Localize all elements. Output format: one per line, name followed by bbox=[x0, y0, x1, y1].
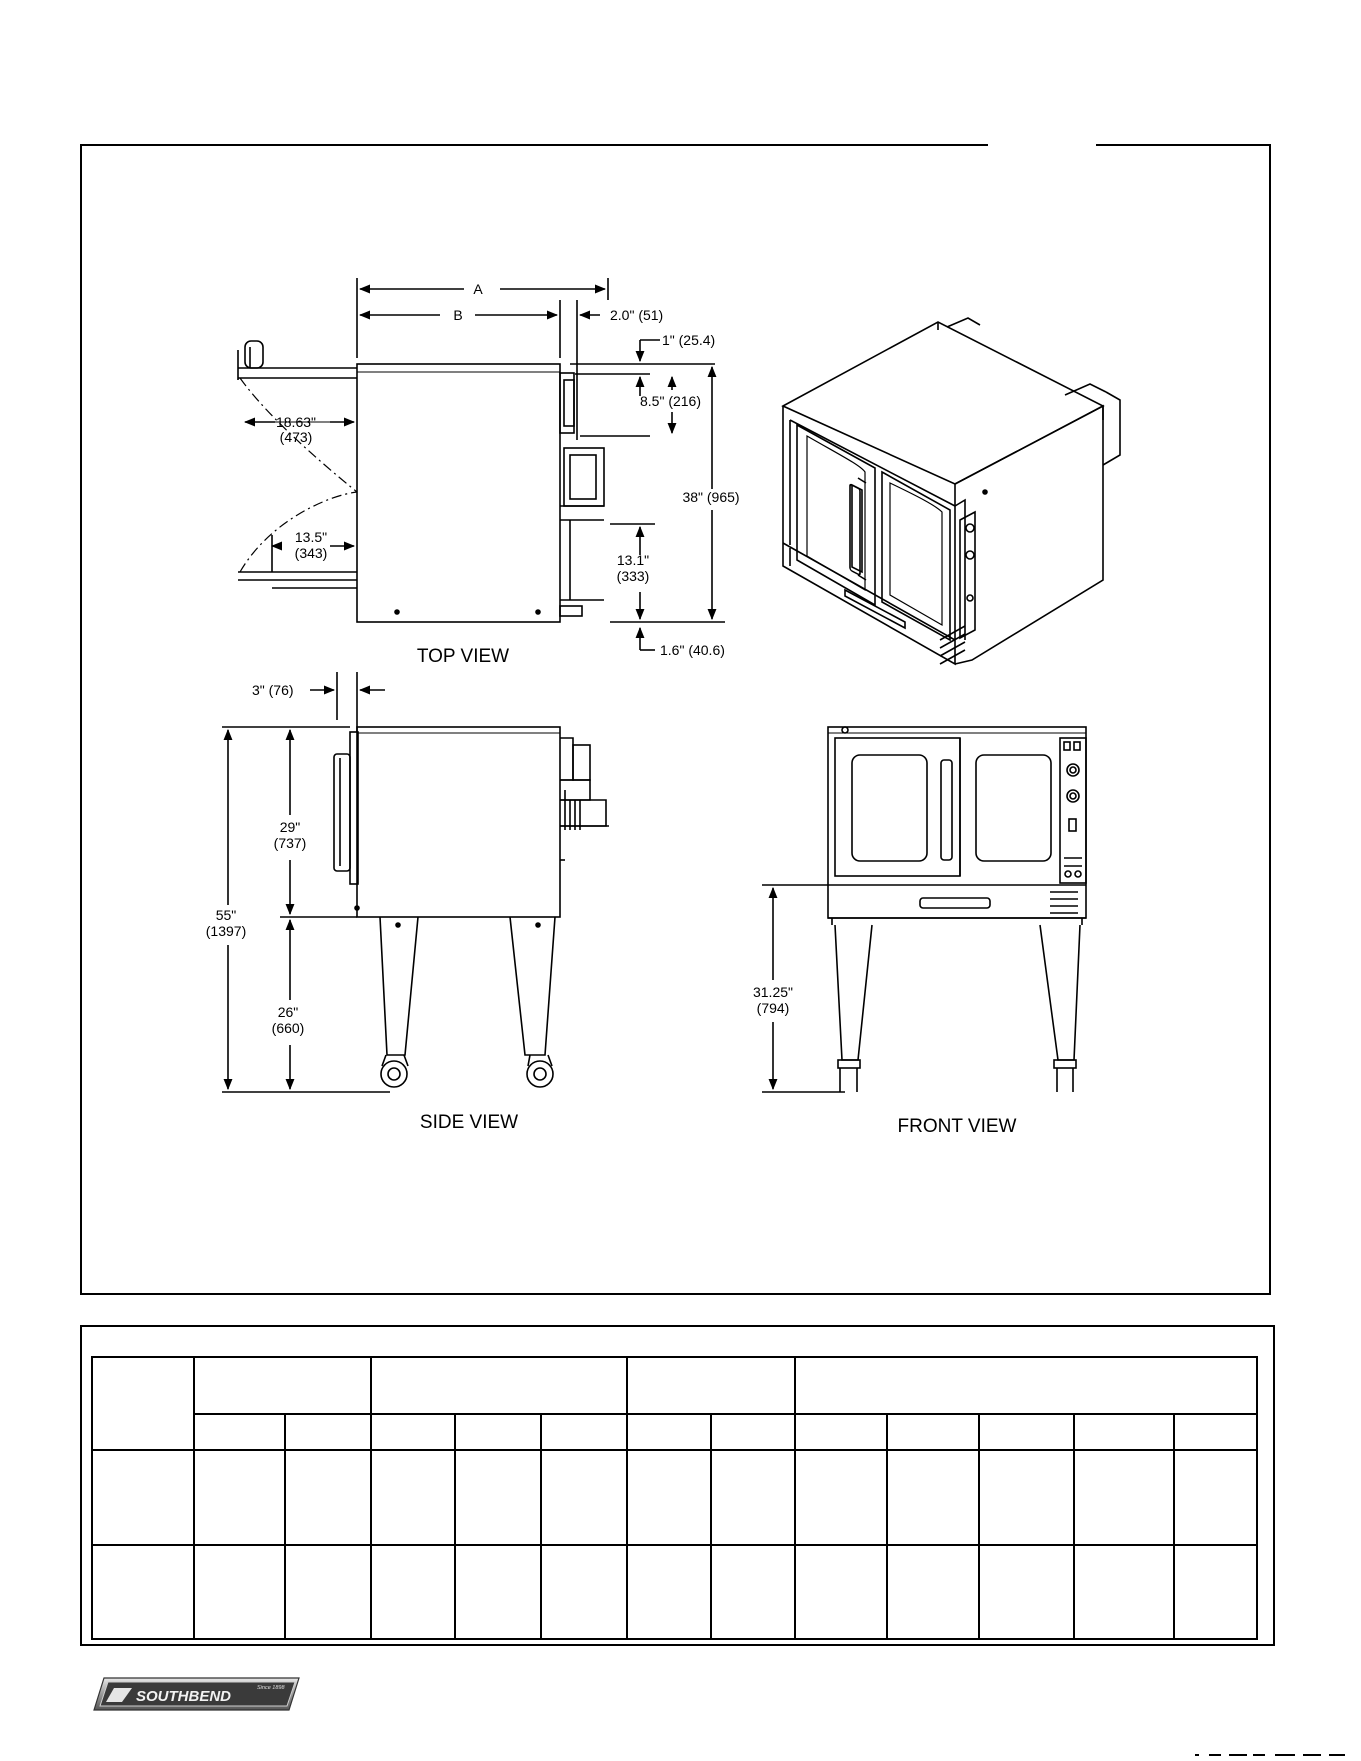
dim-31-25-in-label: 31.25" bbox=[752, 984, 794, 1000]
dim-29-in-label: 29" bbox=[279, 819, 301, 835]
table-cell bbox=[285, 1414, 371, 1450]
dim-a-label: A bbox=[473, 281, 483, 297]
table-cell bbox=[541, 1545, 627, 1639]
side-view-title: SIDE VIEW bbox=[419, 1112, 519, 1133]
table-cell bbox=[1074, 1450, 1175, 1545]
table-cell bbox=[194, 1545, 286, 1639]
table-cell bbox=[371, 1414, 456, 1450]
table-cell bbox=[194, 1414, 286, 1450]
table-cell bbox=[887, 1545, 979, 1639]
dim-38-label: 38" (965) bbox=[682, 489, 740, 505]
dim-1-label: 1" (25.4) bbox=[662, 332, 716, 348]
table-cell bbox=[627, 1357, 795, 1414]
table-cell bbox=[541, 1414, 627, 1450]
table-cell bbox=[1174, 1545, 1257, 1639]
dim-8-5-label: 8.5" (216) bbox=[640, 393, 702, 409]
table-cell bbox=[795, 1545, 888, 1639]
dim-3-label: 3" (76) bbox=[252, 682, 294, 698]
table-cell bbox=[887, 1414, 979, 1450]
table-cell bbox=[455, 1545, 541, 1639]
dim-b-label: B bbox=[453, 307, 463, 323]
table-cell bbox=[455, 1450, 541, 1545]
table-cell bbox=[795, 1357, 1257, 1414]
spec-table bbox=[91, 1356, 1258, 1640]
table-cell bbox=[979, 1414, 1074, 1450]
isometric-view bbox=[783, 318, 1120, 664]
dim-26-in-label: 26" bbox=[277, 1004, 299, 1020]
table-cell bbox=[887, 1450, 979, 1545]
top-view bbox=[238, 278, 725, 650]
table-cell bbox=[92, 1545, 194, 1639]
dim-13-1-mm-label: (333) bbox=[616, 568, 650, 584]
dim-13-1-in-label: 13.1" bbox=[616, 552, 650, 568]
table-cell bbox=[92, 1450, 194, 1545]
table-cell bbox=[92, 1357, 194, 1450]
front-view bbox=[762, 727, 1086, 1092]
table-cell bbox=[455, 1414, 541, 1450]
table-cell bbox=[711, 1545, 795, 1639]
dim-55-mm-label: (1397) bbox=[205, 923, 247, 939]
table-cell bbox=[1074, 1414, 1175, 1450]
table-cell bbox=[371, 1545, 456, 1639]
logo-wordmark: SOUTHBEND bbox=[136, 1688, 232, 1705]
dim-18-63-mm-label: (473) bbox=[279, 429, 313, 445]
table-cell bbox=[194, 1450, 286, 1545]
table-cell bbox=[627, 1414, 712, 1450]
table-cell bbox=[1174, 1414, 1257, 1450]
table-cell bbox=[979, 1545, 1074, 1639]
dim-31-25-mm-label: (794) bbox=[756, 1000, 790, 1016]
table-row bbox=[92, 1545, 1257, 1639]
top-view-title: TOP VIEW bbox=[416, 646, 510, 667]
table-cell bbox=[711, 1414, 795, 1450]
footer-marks bbox=[1195, 1752, 1355, 1758]
table-cell bbox=[795, 1414, 888, 1450]
table-cell bbox=[371, 1450, 456, 1545]
dim-29-mm-label: (737) bbox=[273, 835, 307, 851]
table-cell bbox=[795, 1450, 888, 1545]
table-cell bbox=[627, 1450, 712, 1545]
southbend-logo bbox=[92, 1676, 301, 1712]
table-subheader-row bbox=[92, 1414, 1257, 1450]
table-cell bbox=[541, 1450, 627, 1545]
dim-13-5-in-label: 13.5" bbox=[294, 529, 328, 545]
table-cell bbox=[1074, 1545, 1175, 1639]
table-cell bbox=[711, 1450, 795, 1545]
dim-2-0-label: 2.0" (51) bbox=[610, 307, 664, 323]
table-cell bbox=[979, 1450, 1074, 1545]
table-cell bbox=[285, 1450, 371, 1545]
table-cell bbox=[627, 1545, 712, 1639]
table-header-row bbox=[92, 1357, 1257, 1414]
logo-tagline: Since 1898 bbox=[257, 1685, 285, 1691]
table-cell bbox=[194, 1357, 371, 1414]
dim-18-63-in-label: 18.63" bbox=[275, 414, 317, 430]
table-row bbox=[92, 1450, 1257, 1545]
table-cell bbox=[1174, 1450, 1257, 1545]
table-cell bbox=[285, 1545, 371, 1639]
front-view-title: FRONT VIEW bbox=[897, 1116, 1017, 1137]
dim-1-6-label: 1.6" (40.6) bbox=[660, 642, 725, 658]
dim-55-in-label: 55" bbox=[215, 907, 237, 923]
dim-26-mm-label: (660) bbox=[271, 1020, 305, 1036]
dim-13-5-mm-label: (343) bbox=[294, 545, 328, 561]
table-cell bbox=[371, 1357, 627, 1414]
